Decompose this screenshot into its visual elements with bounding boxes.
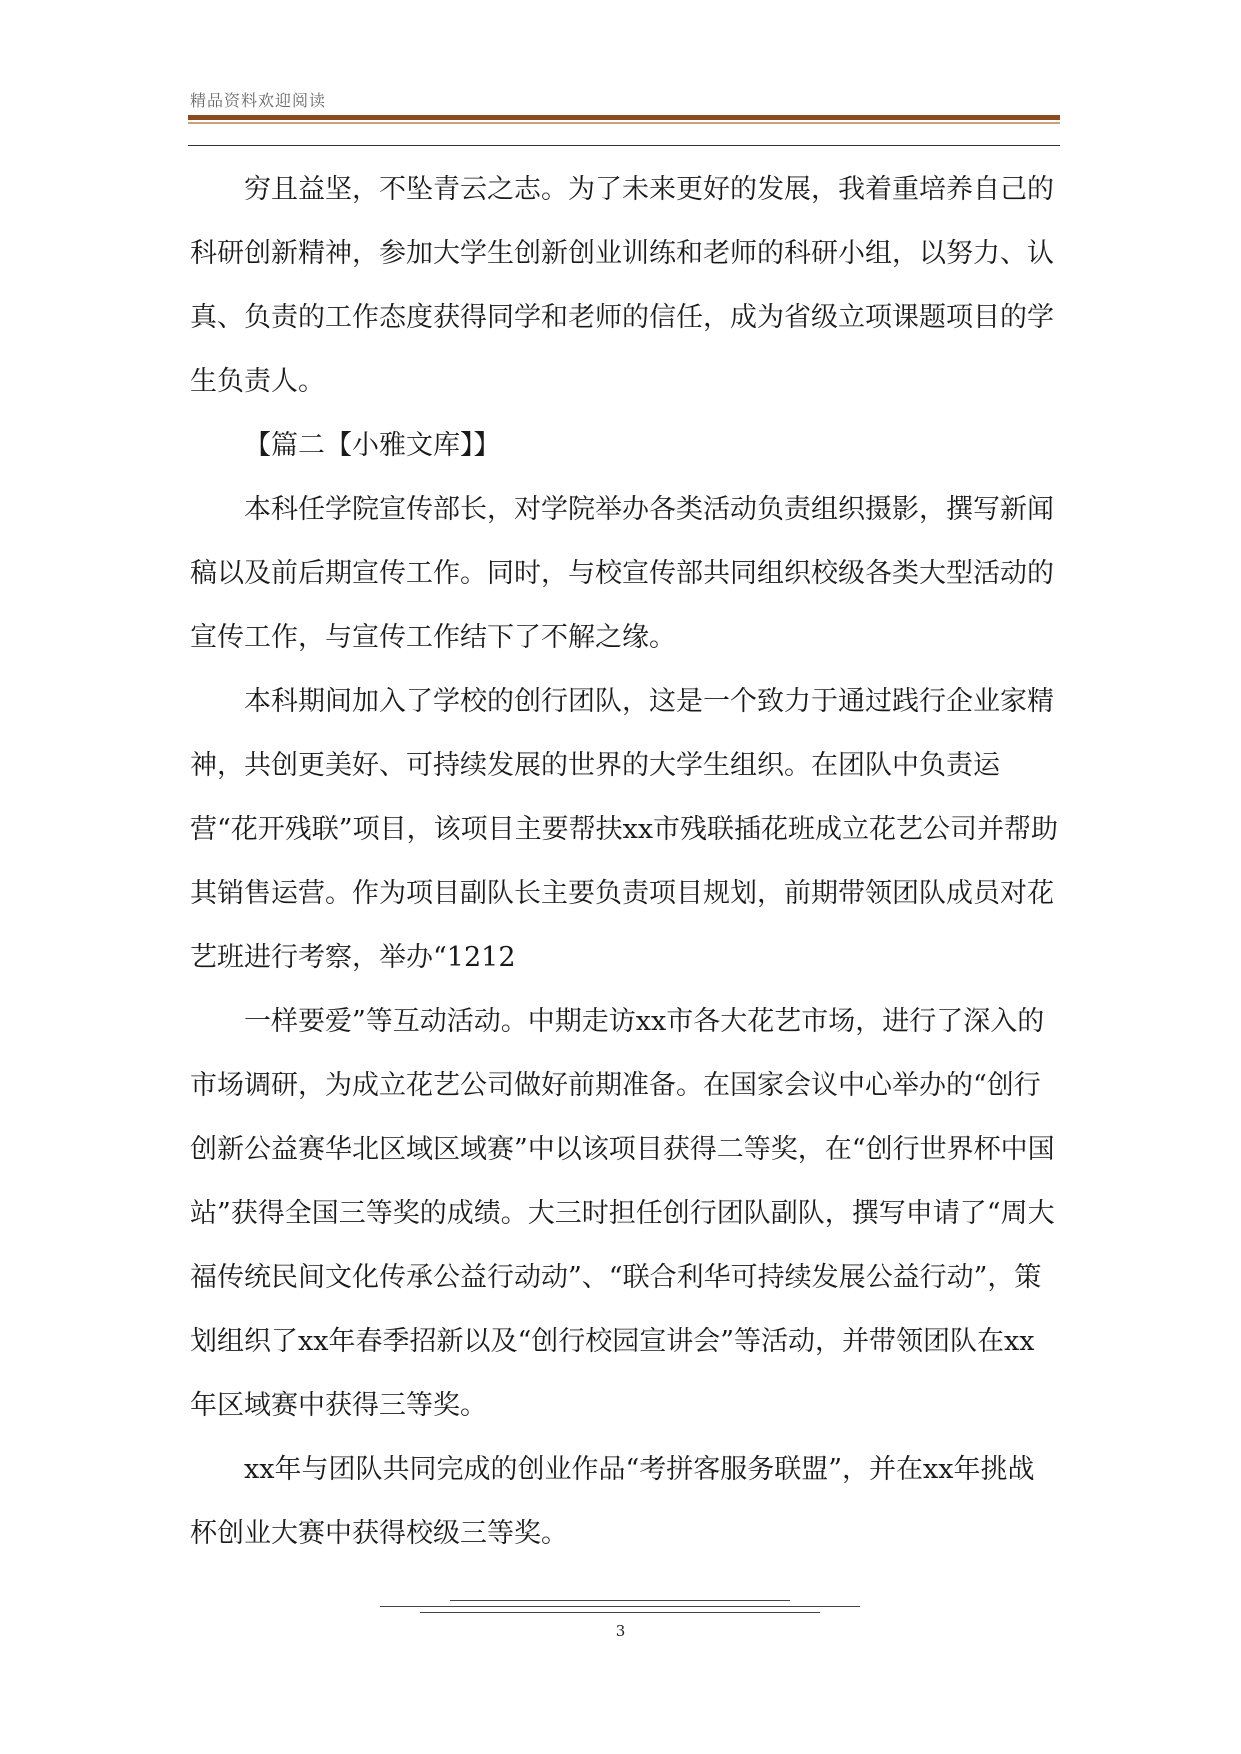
footer-rule-top (450, 1600, 790, 1601)
paragraph-2: 本科任学院宣传部长，对学院举办各类活动负责组织摄影，撰写新闻稿以及前后期宣传工作。同时，与校宣传部共同组织校级各类大型活动的宣传工作，与宣传工作结下了不解之缘。 (190, 494, 1054, 653)
paragraph-1: 穷且益坚，不坠青云之志。为了未来更好的发展，我着重培养自己的科研创新精神，参加大学生创新创业训练和老师的科研小组，以努力、认真、负责的工作态度获得同学和老师的信任，成为省级立项课题项目的学生负责人。 (190, 174, 1054, 397)
paragraph-3: 本科期间加入了学校的创行团队，这是一个致力于通过践行企业家精神，共创更美好、可持续发展的世界的大学生组织。在团队中负责运营“花开残联”项目，该项目主要帮扶xx市残联插花班成立花艺公司并帮助其销售运营。作为项目副队长主要负责项目规划，前期带领团队成员对花艺班进行考察，举办“1212 (190, 686, 1059, 973)
header-rule-thick (188, 115, 1060, 120)
document-body (190, 158, 1060, 1566)
page-number: 3 (615, 1622, 626, 1640)
footer-rule-wide (380, 1606, 860, 1607)
header-rule-accent (188, 122, 1060, 124)
header-title: 精品资料欢迎阅读 (190, 91, 327, 110)
footer-rules (380, 1600, 860, 1620)
section-heading: 【篇二【小雅文库】】 (244, 430, 501, 461)
header-rule-thin (188, 145, 1060, 146)
footer-rule-bottom (420, 1612, 820, 1613)
paragraph-5: xx年与团队共同完成的创业作品“考拼客服务联盟”，并在xx年挑战杯创业大赛中获得校级三等奖。 (190, 1454, 1035, 1549)
paragraph-4: 一样要爱”等互动活动。中期走访xx市各大花艺市场，进行了深入的市场调研，为成立花艺公司做好前期准备。在国家会议中心举办的“创行创新公益赛华北区域区域赛”中以该项目获得二等奖，在“创行世界杯中国站”获得全国三等奖的成绩。大三时担任创行团队副队，撰写申请了“周大福传统民间文化传承公益行动动”、“联合利华可持续发展公益行动”，策划组织了xx年春季招新以及“创行校园宣讲会”等活动，并带领团队在xx年区域赛中获得三等奖。 (190, 1006, 1055, 1421)
